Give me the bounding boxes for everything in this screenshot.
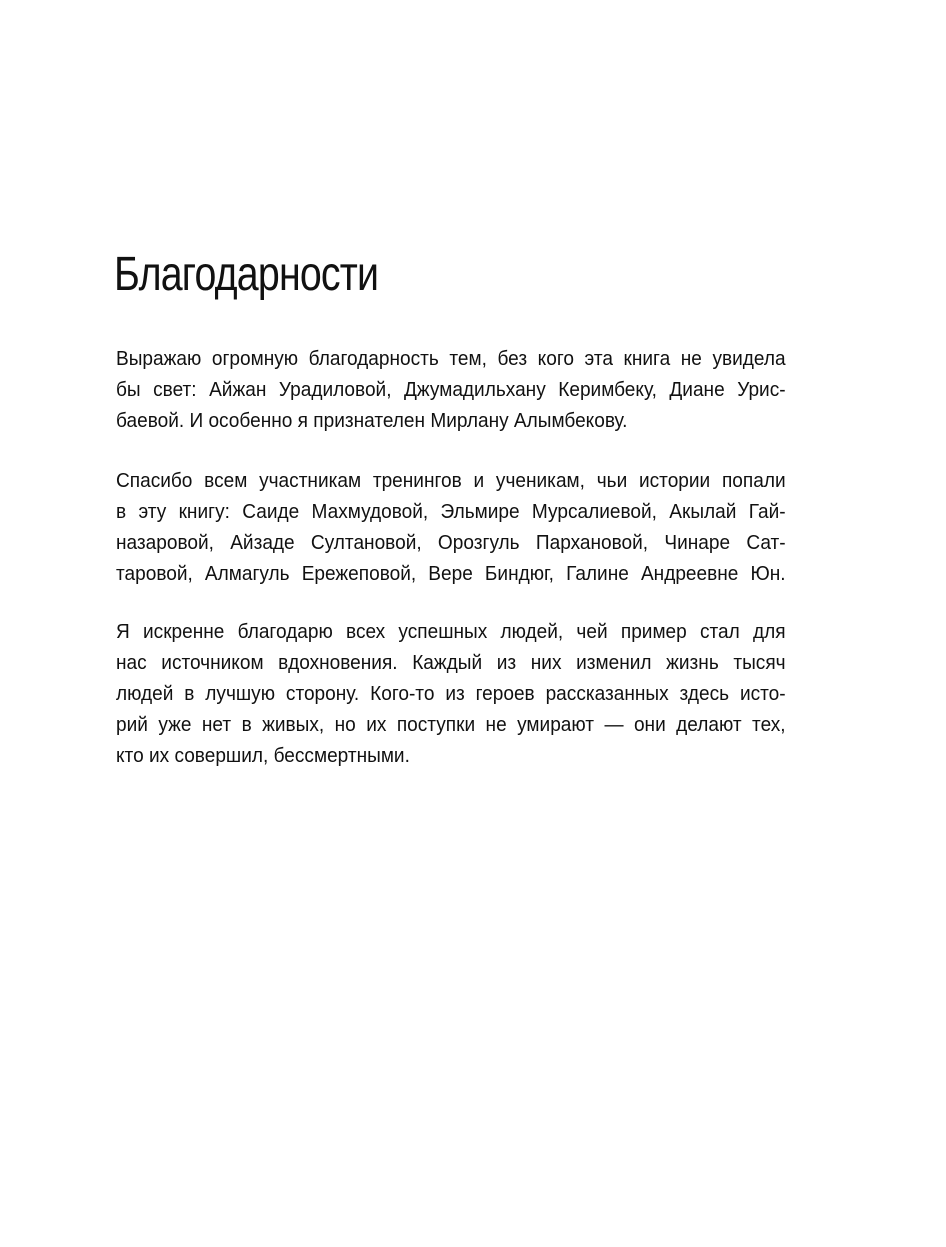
- text-line: бы свет: Айжан Урадиловой, Джумадильхану Керимбеку, Диане Урис-: [116, 378, 786, 401]
- text-line: в эту книгу: Саиде Махмудовой, Эльмире Мурсалиевой, Акылай Гай-: [116, 500, 786, 523]
- text-line: людей в лучшую сторону. Кого-то из героев рассказанных здесь исто-: [116, 682, 786, 705]
- text-line: кто их совершил, бессмертными.: [116, 744, 410, 767]
- text-line: баевой. И особенно я признателен Мирлану Алымбекову.: [116, 409, 628, 432]
- text-line: Спасибо всем участникам тренингов и ученикам, чьи истории попали: [116, 469, 786, 492]
- paragraph-2: [116, 465, 786, 589]
- paragraph-1: [116, 343, 786, 436]
- page-title: Благодарности: [114, 248, 379, 301]
- text-line: Я искренне благодарю всех успешных людей, чей пример стал для: [116, 620, 786, 643]
- paragraph-3: [116, 616, 786, 771]
- text-line: рий уже нет в живых, но их поступки не умирают — они делают тех,: [116, 713, 786, 736]
- text-line: Выражаю огромную благодарность тем, без кого эта книга не увидела: [116, 347, 786, 370]
- text-line: назаровой, Айзаде Султановой, Орозгуль Пархановой, Чинаре Сат-: [116, 531, 786, 554]
- text-line: таровой, Алмагуль Ережеповой, Вере Биндюг, Галине Андреевне Юн.: [116, 562, 786, 585]
- text-line: нас источником вдохновения. Каждый из них изменил жизнь тысяч: [116, 651, 786, 674]
